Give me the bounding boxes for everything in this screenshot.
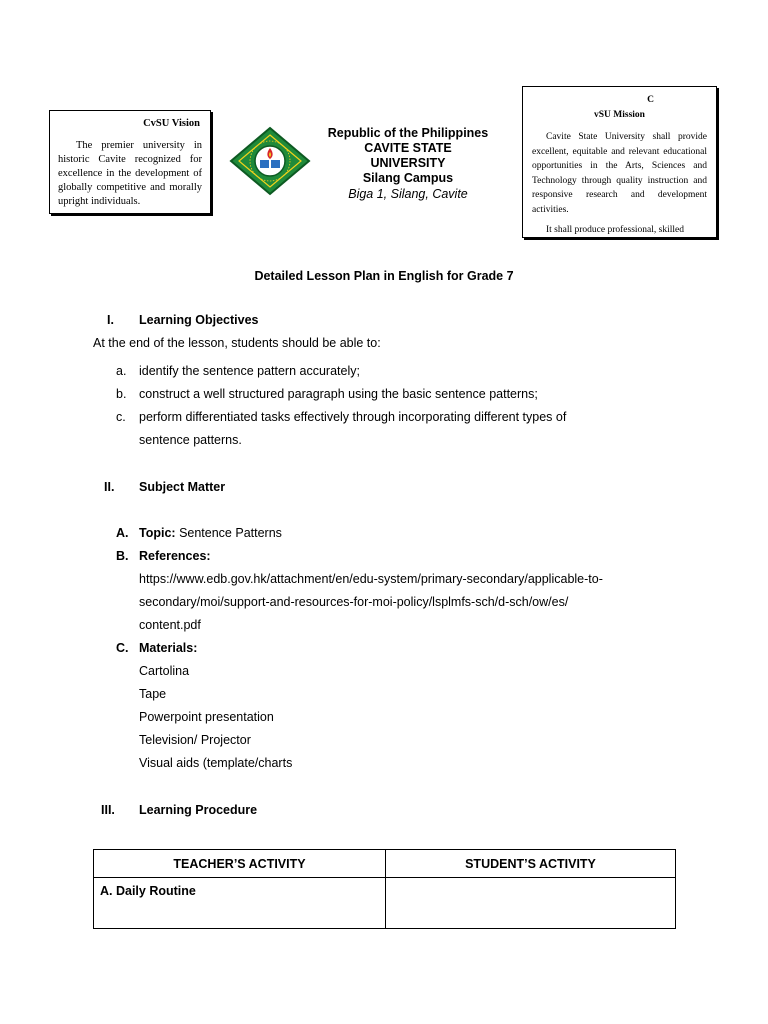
objective-item-c-continued: sentence patterns. bbox=[139, 433, 242, 447]
section-number-1: I. bbox=[107, 313, 114, 327]
objective-item-c: perform differentiated tasks effectively through incorporating different types of bbox=[139, 410, 567, 424]
table-row bbox=[94, 878, 676, 929]
topic-label: Topic: bbox=[139, 526, 176, 540]
university-seal bbox=[229, 126, 311, 196]
material-item: Tape bbox=[139, 687, 167, 701]
mission-title-line2: vSU Mission bbox=[594, 109, 645, 120]
section-number-2: II. bbox=[104, 480, 115, 494]
objective-letter-b: b. bbox=[116, 387, 127, 401]
vision-text: The premier university in historic Cavite recognized for excellence in the development of globally competitive and morally upright individuals. bbox=[58, 140, 202, 207]
topic-value: Sentence Patterns bbox=[179, 526, 282, 540]
mission-text-continued: It shall produce professional, skilled bbox=[546, 225, 684, 235]
references-letter: B. bbox=[116, 549, 129, 563]
materials-label: Materials: bbox=[139, 641, 198, 655]
objectives-intro: At the end of the lesson, students should be able to: bbox=[93, 336, 381, 350]
objective-item-a: identify the sentence pattern accurately; bbox=[139, 364, 360, 378]
reference-url-line2: secondary/moi/support-and-resources-for-moi-policy/lsplmfs-sch/d-sch/ow/es/ bbox=[139, 595, 569, 609]
republic-line: Republic of the Philippines bbox=[327, 126, 489, 140]
teacher-activity-header: TEACHER’S ACTIVITY bbox=[94, 850, 386, 878]
topic-line bbox=[139, 522, 282, 545]
daily-routine-cell: A. Daily Routine bbox=[94, 878, 386, 929]
material-item: Cartolina bbox=[139, 664, 190, 678]
reference-url-line3: content.pdf bbox=[139, 618, 201, 632]
material-item: Visual aids (template/charts bbox=[139, 756, 293, 770]
section-number-3: III. bbox=[101, 803, 115, 817]
section-heading-objectives: Learning Objectives bbox=[139, 313, 259, 327]
campus-address: Biga 1, Silang, Cavite bbox=[348, 187, 468, 201]
vision-title: CvSU Vision bbox=[143, 118, 200, 129]
references-label: References: bbox=[139, 549, 211, 563]
reference-url-line1: https://www.edb.gov.hk/attachment/en/edu-system/primary-secondary/applicable-to- bbox=[139, 572, 603, 586]
procedure-table bbox=[93, 849, 676, 929]
material-item: Television/ Projector bbox=[139, 733, 251, 747]
mission-box bbox=[522, 86, 717, 238]
objective-letter-c: c. bbox=[116, 410, 126, 424]
topic-letter: A. bbox=[116, 526, 129, 540]
section-heading-subject: Subject Matter bbox=[139, 480, 226, 494]
student-activity-header: STUDENT’S ACTIVITY bbox=[386, 850, 676, 878]
objective-letter-a: a. bbox=[116, 364, 127, 378]
document-title: Detailed Lesson Plan in English for Grade 7 bbox=[254, 269, 514, 283]
university-header bbox=[313, 126, 503, 202]
mission-title-line1: C bbox=[647, 95, 654, 105]
material-item: Powerpoint presentation bbox=[139, 710, 274, 724]
materials-letter: C. bbox=[116, 641, 129, 655]
student-activity-cell bbox=[386, 878, 676, 929]
objective-item-b: construct a well structured paragraph using the basic sentence patterns; bbox=[139, 387, 538, 401]
mission-text: Cavite State University shall provide excellent, equitable and relevant educational opportunities in the Arts, Sciences and Technology through quality instruction and responsive research and development activities. bbox=[532, 132, 707, 215]
campus-name: Silang Campus bbox=[362, 171, 454, 185]
vision-box bbox=[49, 110, 211, 214]
section-heading-procedure: Learning Procedure bbox=[139, 803, 258, 817]
table-header-row bbox=[94, 850, 676, 878]
university-name-line2: UNIVERSITY bbox=[370, 156, 446, 170]
seal-icon bbox=[229, 126, 311, 196]
university-name-line1: CAVITE STATE bbox=[364, 141, 452, 155]
